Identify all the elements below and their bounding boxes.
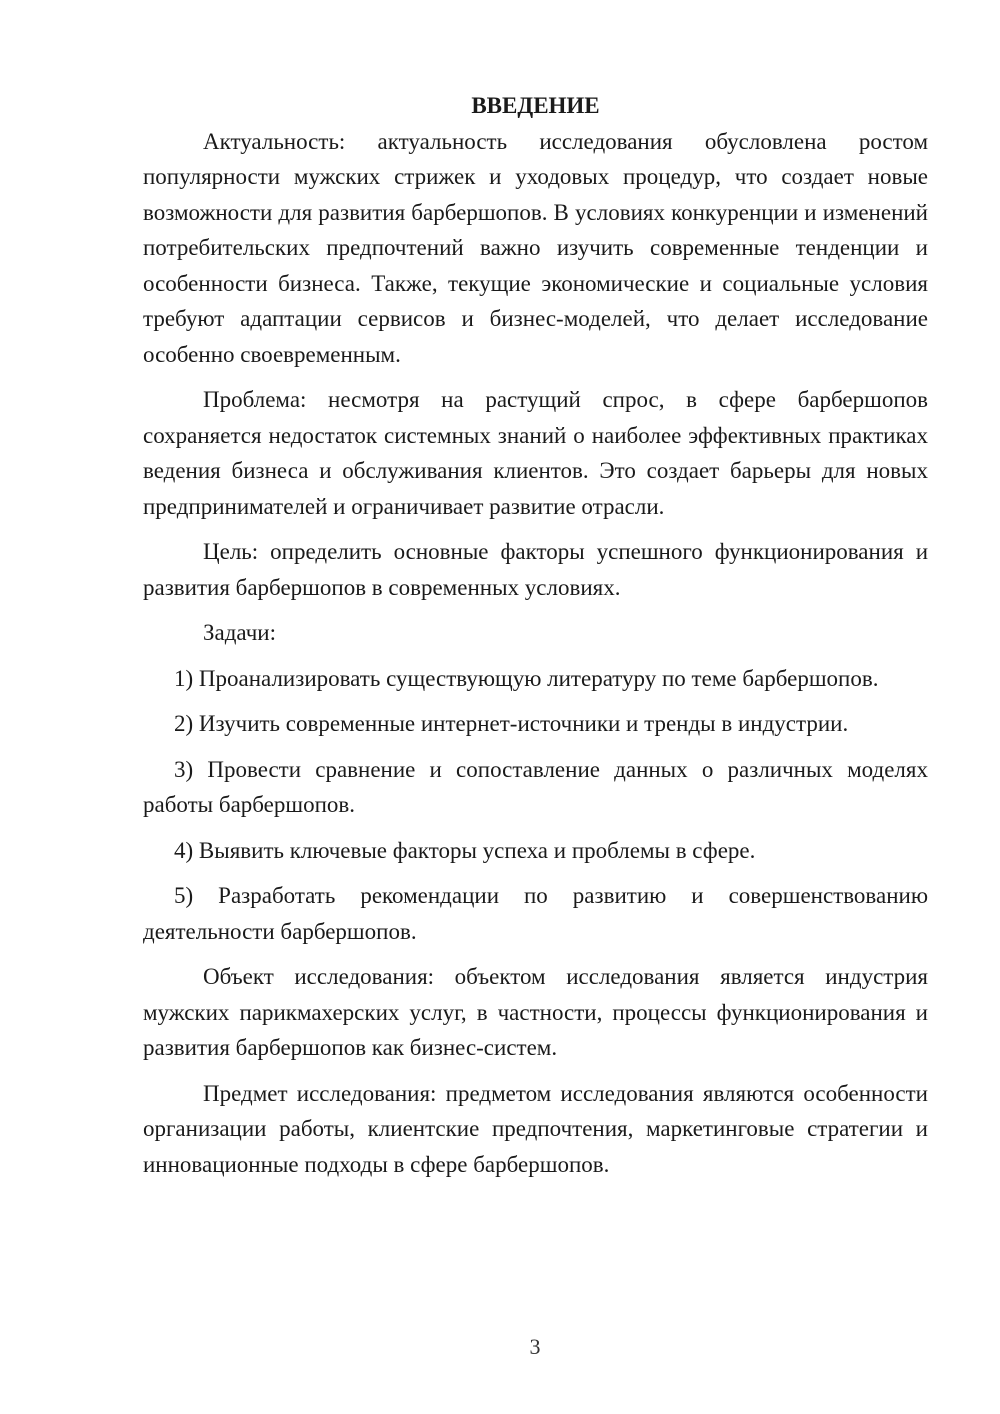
- paragraph-subject: Предмет исследования: предметом исследования являются особенности организации работы, клиентские предпочтения, маркетинговые стратегии и инновационные подходы в сфере барбершопов.: [143, 1080, 928, 1177]
- paragraph-goal: Цель: определить основные факторы успешного функционирования и развития барбершопов в современных условиях.: [143, 539, 928, 600]
- task-item-5: 5) Разработать рекомендации по развитию и совершенствованию деятельности барбершопов.: [143, 883, 928, 944]
- task-item-4: 4) Выявить ключевые факторы успеха и проблемы в сфере.: [174, 837, 756, 863]
- task-item-1: 1) Проанализировать существующую литературу по теме барбершопов.: [174, 665, 879, 691]
- document-body: [143, 88, 928, 1192]
- task-item-3: 3) Провести сравнение и сопоставление данных о различных моделях работы барбершопов.: [143, 756, 928, 817]
- paragraph-problem: Проблема: несмотря на растущий спрос, в сфере барбершопов сохраняется недостаток системных знаний о наиболее эффективных практиках ведения бизнеса и обслуживания клиентов. Это создает барьеры для новых предпринимателей и ограничивает развитие отрасли.: [143, 387, 928, 519]
- paragraph-object: Объект исследования: объектом исследования является индустрия мужских парикмахерских услуг, в частности, процессы функционирования и развития барбершопов как бизнес-систем.: [143, 964, 928, 1060]
- paragraph-relevance: Актуальность: актуальность исследования обусловлена ростом популярности мужских стрижек и уходовых процедур, что создает новые возможности для развития барбершопов. В условиях конкуренции и изменений потребительских предпочтений важно изучить современные тенденции и особенности бизнеса. Также, текущие экономические и социальные условия требуют адаптации сервисов и бизнес-моделей, что делает исследование особенно своевременным.: [143, 128, 928, 367]
- section-title: ВВЕДЕНИЕ: [471, 93, 600, 118]
- paragraph-tasks-heading: Задачи:: [203, 620, 276, 645]
- page-number: 3: [529, 1334, 541, 1359]
- task-item-2: 2) Изучить современные интернет-источники и тренды в индустрии.: [174, 711, 849, 736]
